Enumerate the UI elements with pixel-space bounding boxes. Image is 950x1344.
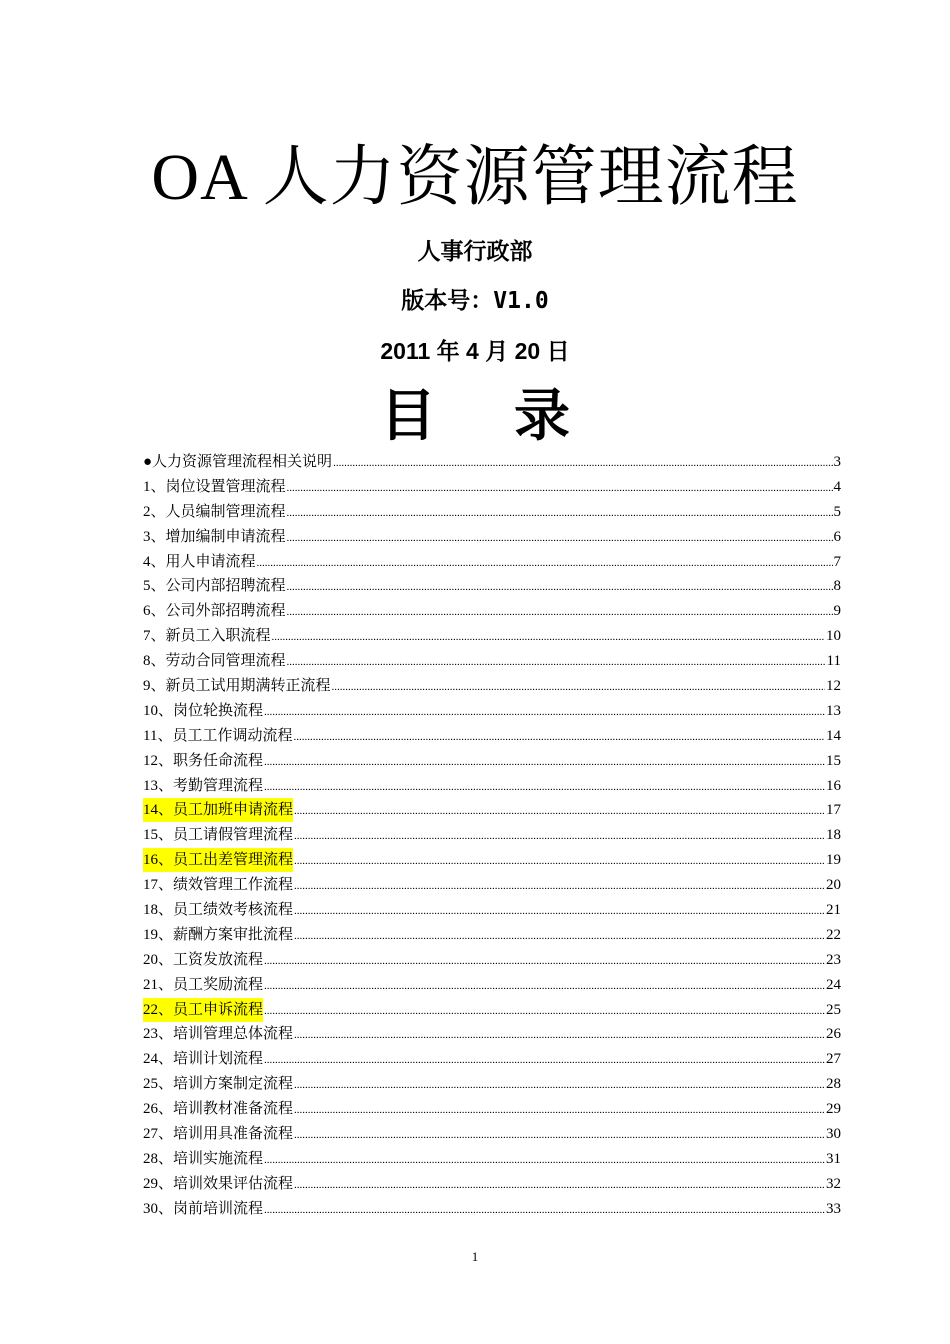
toc-dot-leader	[272, 625, 825, 649]
document-title: OA 人力资源管理流程	[151, 141, 799, 214]
toc-dot-leader	[287, 600, 833, 624]
toc-dot-leader	[294, 1123, 825, 1147]
department-name: 人事行政部	[417, 238, 533, 264]
toc-entry-label: 6、公司外部招聘流程	[143, 603, 286, 620]
toc-dot-leader	[294, 874, 825, 898]
toc-entry-page: 19	[826, 852, 841, 869]
toc-dot-leader	[294, 899, 825, 923]
toc-entry-label: 8、劳动合同管理流程	[143, 653, 286, 670]
toc-entry-label: 5、公司内部招聘流程	[143, 578, 286, 595]
toc-entry-page: 25	[826, 1001, 841, 1018]
toc-entry-label: 14、员工加班申请流程	[143, 798, 293, 822]
toc-entry[interactable]	[143, 1147, 841, 1172]
toc-dot-leader	[264, 700, 825, 724]
toc-entry[interactable]	[143, 1072, 841, 1097]
toc-entry-label: 4、用人申请流程	[143, 553, 256, 570]
toc-entry-page: 15	[826, 752, 841, 769]
toc-entry-page: 3	[833, 454, 841, 470]
toc-entry-label: 30、岗前培训流程	[143, 1200, 264, 1217]
toc-entry-page: 29	[826, 1101, 841, 1118]
toc-dot-leader	[287, 575, 833, 599]
toc-entry-page: 28	[826, 1076, 841, 1093]
toc-entry-label: 25、培训方案制定流程	[143, 1076, 294, 1093]
toc-entry-page: 33	[826, 1200, 841, 1217]
toc-dot-leader	[294, 824, 825, 848]
toc-dot-leader	[264, 1048, 825, 1072]
toc-dot-leader	[294, 799, 825, 823]
toc-dot-leader	[294, 1098, 825, 1122]
document-date: 2011 年 4 月 20 日	[380, 338, 570, 364]
toc-dot-leader	[293, 725, 825, 749]
page-number: 1	[471, 1249, 479, 1264]
toc-entry-label: 15、员工请假管理流程	[143, 827, 294, 844]
toc-dot-leader	[264, 949, 825, 973]
toc-entry[interactable]	[143, 699, 841, 724]
toc-entry-label: 13、考勤管理流程	[143, 777, 264, 794]
toc-entry-label: 24、培训计划流程	[143, 1051, 264, 1068]
toc-dot-leader	[294, 1173, 825, 1197]
toc-entry-label: ●人力资源管理流程相关说明	[143, 454, 333, 470]
toc-entry[interactable]	[143, 823, 841, 848]
toc-entry[interactable]	[143, 973, 841, 998]
toc-entry-page: 24	[826, 976, 841, 993]
toc-entry[interactable]	[143, 798, 841, 823]
toc-dot-leader	[287, 650, 826, 674]
toc-entry[interactable]	[143, 599, 841, 624]
toc-entry[interactable]	[143, 624, 841, 649]
toc-entry-label: 18、员工绩效考核流程	[143, 902, 294, 919]
toc-entry-label: 1、岗位设置管理流程	[143, 478, 286, 495]
toc-entry[interactable]	[143, 998, 841, 1023]
toc-entry[interactable]	[143, 749, 841, 774]
toc-dot-leader	[287, 476, 833, 500]
toc-dot-leader	[294, 924, 825, 948]
version-number: 版本号：V1.0	[401, 288, 549, 314]
toc-entry-label: 10、岗位轮换流程	[143, 702, 264, 719]
toc-dot-leader	[294, 849, 825, 873]
toc-entry-label: 23、培训管理总体流程	[143, 1026, 294, 1043]
toc-entry[interactable]	[143, 923, 841, 948]
toc-entry[interactable]	[143, 500, 841, 525]
toc-heading: 目 录	[380, 384, 570, 449]
toc-dot-leader	[264, 775, 825, 799]
toc-entry[interactable]	[143, 1047, 841, 1072]
toc-entry[interactable]	[143, 724, 841, 749]
toc-entry-page: 14	[826, 727, 841, 744]
toc-dot-leader	[333, 451, 832, 475]
toc-dot-leader	[264, 974, 825, 998]
toc-entry-page: 31	[826, 1150, 841, 1167]
toc-entry-label: 28、培训实施流程	[143, 1150, 264, 1167]
toc-entry-page: 8	[833, 578, 841, 595]
toc-dot-leader	[264, 1198, 825, 1222]
toc-entry[interactable]	[143, 1197, 841, 1222]
toc-dot-leader	[294, 1073, 825, 1097]
toc-entry[interactable]	[143, 674, 841, 699]
toc-entry-page: 30	[826, 1126, 841, 1143]
toc-dot-leader	[257, 551, 833, 575]
toc-entry-label: 2、人员编制管理流程	[143, 503, 286, 520]
toc-dot-leader	[287, 501, 833, 525]
toc-entry-page: 9	[833, 603, 841, 620]
toc-entry-label: 20、工资发放流程	[143, 951, 264, 968]
toc-entry-label: 16、员工出差管理流程	[143, 848, 293, 872]
toc-entry-label: 22、员工申诉流程	[143, 998, 263, 1022]
toc-entry-page: 10	[826, 628, 841, 645]
toc-entry-page: 20	[826, 877, 841, 894]
toc-entry-page: 5	[833, 503, 841, 520]
toc-entry-page: 4	[833, 478, 841, 495]
toc-entry[interactable]	[143, 475, 841, 500]
toc-entry-page: 6	[833, 528, 841, 545]
toc-dot-leader	[264, 1148, 825, 1172]
toc-entry-page: 32	[826, 1175, 841, 1192]
toc-entry-label: 12、职务任命流程	[143, 752, 264, 769]
toc-entry-page: 11	[826, 653, 841, 670]
toc-entry[interactable]	[143, 525, 841, 550]
toc-entry[interactable]	[143, 848, 841, 873]
toc-entry[interactable]	[143, 1097, 841, 1122]
toc-entry[interactable]	[143, 1172, 841, 1197]
toc-entry-page: 22	[826, 926, 841, 943]
toc-entry-label: 17、绩效管理工作流程	[143, 877, 294, 894]
toc-entry-label: 29、培训效果评估流程	[143, 1175, 294, 1192]
toc-entry[interactable]	[143, 450, 841, 475]
toc-entry-label: 19、薪酬方案审批流程	[143, 926, 294, 943]
toc-entry[interactable]	[143, 898, 841, 923]
toc-dot-leader	[264, 750, 825, 774]
toc-entry-label: 9、新员工试用期满转正流程	[143, 678, 331, 695]
toc-entry-label: 27、培训用具准备流程	[143, 1126, 294, 1143]
toc-entry-label: 3、增加编制申请流程	[143, 528, 286, 545]
toc-entry-label: 21、员工奖励流程	[143, 976, 264, 993]
toc-entry[interactable]	[143, 948, 841, 973]
table-of-contents	[143, 450, 841, 1222]
toc-dot-leader	[294, 1023, 825, 1047]
toc-entry[interactable]	[143, 1122, 841, 1147]
toc-entry[interactable]	[143, 649, 841, 674]
toc-entry-page: 27	[826, 1051, 841, 1068]
toc-entry-label: 26、培训教材准备流程	[143, 1101, 294, 1118]
toc-entry-page: 17	[826, 802, 841, 819]
toc-entry[interactable]	[143, 774, 841, 799]
toc-entry-page: 23	[826, 951, 841, 968]
toc-entry-page: 21	[826, 902, 841, 919]
toc-entry-label: 7、新员工入职流程	[143, 628, 271, 645]
toc-entry-page: 16	[826, 777, 841, 794]
toc-dot-leader	[287, 526, 833, 550]
toc-entry-label: 11、员工工作调动流程	[143, 727, 293, 744]
toc-entry[interactable]	[143, 1022, 841, 1047]
toc-entry-page: 18	[826, 827, 841, 844]
toc-entry-page: 7	[833, 553, 841, 570]
toc-entry-page: 12	[826, 678, 841, 695]
toc-entry-page: 26	[826, 1026, 841, 1043]
toc-entry[interactable]	[143, 873, 841, 898]
toc-entry[interactable]	[143, 550, 841, 575]
toc-entry-page: 13	[826, 702, 841, 719]
toc-entry[interactable]	[143, 574, 841, 599]
toc-dot-leader	[332, 675, 825, 699]
toc-dot-leader	[264, 999, 825, 1023]
